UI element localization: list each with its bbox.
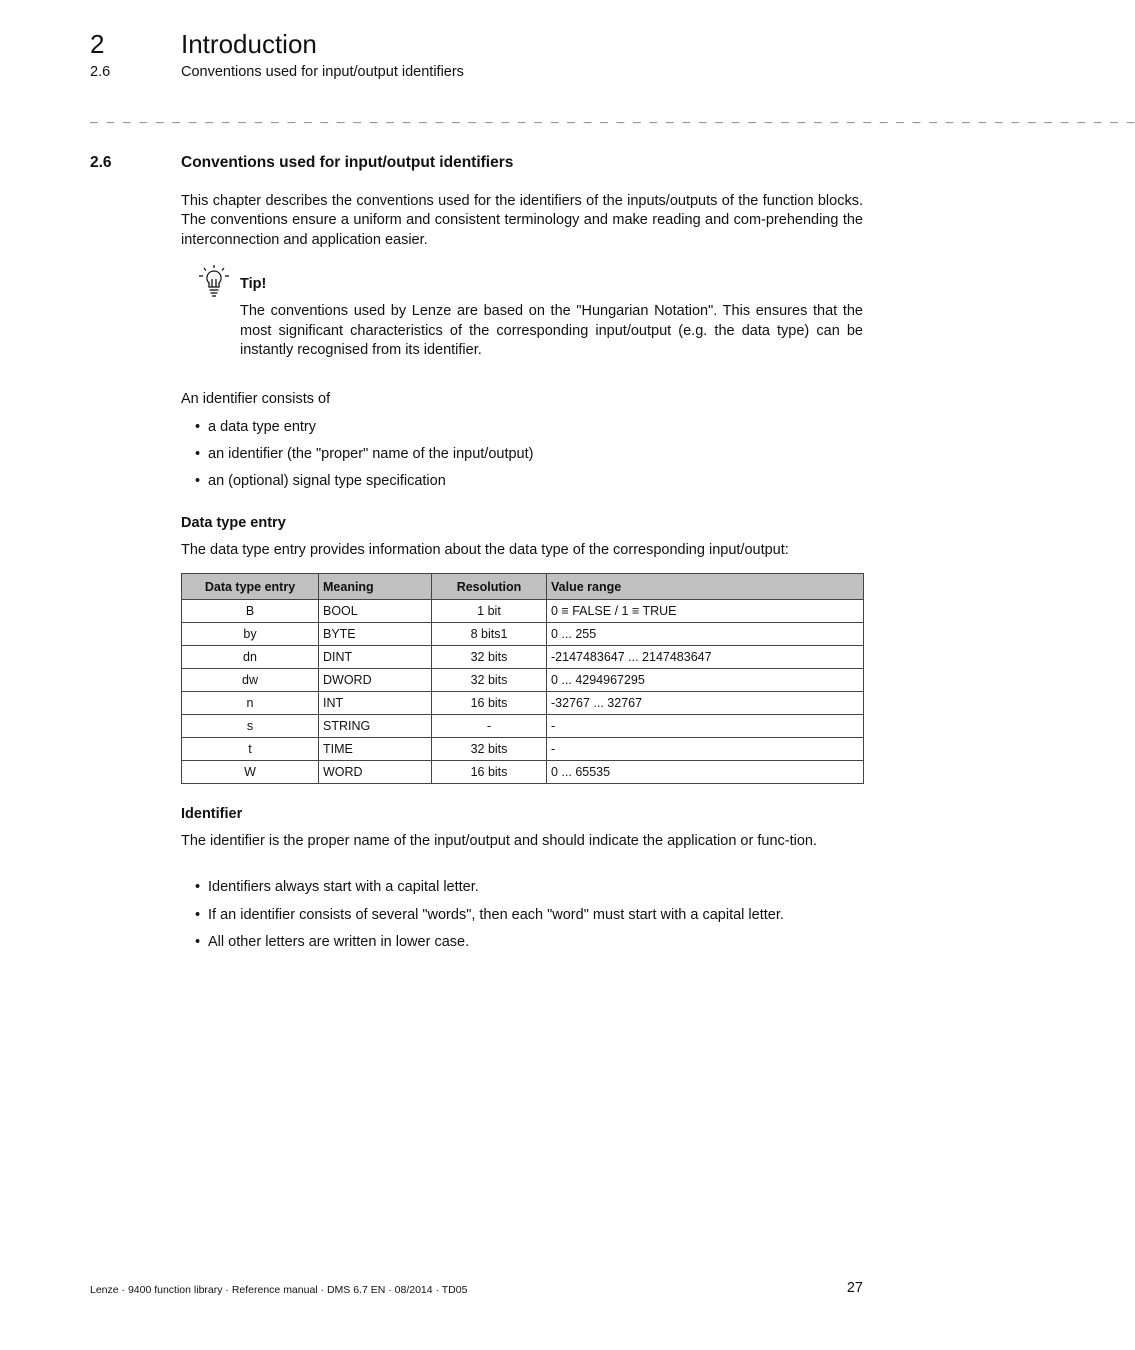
table-cell: dn xyxy=(182,646,319,669)
table-cell: 0 ... 255 xyxy=(547,623,864,646)
table-row xyxy=(182,761,864,784)
page-number: 27 xyxy=(846,1280,863,1296)
table-cell: TIME xyxy=(319,738,432,761)
section-title: Conventions used for input/output identifiers xyxy=(181,154,514,171)
table-cell: -32767 ... 32767 xyxy=(547,692,864,715)
table-cell: - xyxy=(432,715,547,738)
table-row xyxy=(182,715,864,738)
chapter-number: 2 xyxy=(90,29,105,59)
table-cell: 0 ... 4294967295 xyxy=(547,669,864,692)
list-item: Identifiers always start with a capital letter. xyxy=(208,879,479,895)
table-cell: s xyxy=(182,715,319,738)
table-cell: BYTE xyxy=(319,623,432,646)
data-type-table xyxy=(181,573,864,784)
table-cell: t xyxy=(182,738,319,761)
column-header: Value range xyxy=(547,574,864,600)
header-section-title: Conventions used for input/output identifiers xyxy=(181,64,464,80)
identifier-lead: An identifier consists of xyxy=(181,391,331,407)
bullet-icon: • xyxy=(195,446,201,462)
table-cell: 16 bits xyxy=(432,761,547,784)
table-row xyxy=(182,646,864,669)
table-cell: n xyxy=(182,692,319,715)
chapter-title: Introduction xyxy=(181,29,317,59)
list-item: All other letters are written in lower case. xyxy=(208,934,470,950)
bullet-icon: • xyxy=(195,879,201,895)
list-item: an identifier (the "proper" name of the input/output) xyxy=(208,446,534,462)
identifier-heading: Identifier xyxy=(181,806,243,822)
table-cell: 16 bits xyxy=(432,692,547,715)
list-item: a data type entry xyxy=(208,419,317,435)
table-row xyxy=(182,623,864,646)
table-cell: DINT xyxy=(319,646,432,669)
header-divider: _ _ _ _ _ _ _ _ _ _ _ _ _ _ _ _ _ _ _ _ _ _ _ _ _ _ _ _ _ _ _ _ _ _ _ _ _ _ _ _ _ _ _ _ _ _ _ _ _ _ _ _ _ _ _ _ _ _ _ _ _ _ _ _ xyxy=(90,109,1135,124)
table-cell: - xyxy=(547,715,864,738)
section-intro: This chapter describes the conventions used for the identifiers of the inputs/outputs of the function blocks. The conventions ensure a uniform and consistent terminology and make reading and com-prehending the interconnection and application easier. xyxy=(181,193,863,248)
table-cell: - xyxy=(547,738,864,761)
table-cell: 32 bits xyxy=(432,669,547,692)
table-cell: DWORD xyxy=(319,669,432,692)
table-cell: STRING xyxy=(319,715,432,738)
footer-text: Lenze · 9400 function library · Reference manual · DMS 6.7 EN · 08/2014 · TD05 xyxy=(90,1284,468,1296)
table-cell: BOOL xyxy=(319,600,432,623)
column-header: Resolution xyxy=(432,574,547,600)
table-cell: 32 bits xyxy=(432,738,547,761)
table-row xyxy=(182,692,864,715)
bullet-icon: • xyxy=(195,419,201,435)
table-cell: 32 bits xyxy=(432,646,547,669)
table-row xyxy=(182,600,864,623)
table-cell: WORD xyxy=(319,761,432,784)
table-cell: 0 ... 65535 xyxy=(547,761,864,784)
data-type-heading: Data type entry xyxy=(181,515,286,531)
table-cell: 1 bit xyxy=(432,600,547,623)
section-number: 2.6 xyxy=(90,154,112,171)
column-header: Meaning xyxy=(319,574,432,600)
header-section-number: 2.6 xyxy=(90,64,111,80)
list-item: an (optional) signal type specification xyxy=(208,473,446,489)
table-row xyxy=(182,738,864,761)
table-cell: -2147483647 ... 2147483647 xyxy=(547,646,864,669)
tip-text: The conventions used by Lenze are based on the "Hungarian Notation". This ensures that the most significant characteristics of the corresponding input/output (e.g. the data type) can be instantly recognised from its identifier. xyxy=(240,303,863,358)
table-row xyxy=(182,669,864,692)
tip-label: Tip! xyxy=(240,276,267,292)
table-cell: W xyxy=(182,761,319,784)
list-item: If an identifier consists of several "words", then each "word" must start with a capital letter. xyxy=(208,907,784,923)
table-cell: 8 bits1 xyxy=(432,623,547,646)
lightbulb-icon xyxy=(196,264,232,300)
table-cell: by xyxy=(182,623,319,646)
bullet-icon: • xyxy=(195,907,201,923)
bullet-icon: • xyxy=(195,934,201,950)
table-cell: INT xyxy=(319,692,432,715)
column-header: Data type entry xyxy=(182,574,319,600)
bullet-icon: • xyxy=(195,473,201,489)
table-cell: 0 ≡ FALSE / 1 ≡ TRUE xyxy=(547,600,864,623)
identifier-text: The identifier is the proper name of the input/output and should indicate the application or func-tion. xyxy=(181,833,817,849)
data-type-text: The data type entry provides information about the data type of the corresponding input/output: xyxy=(181,542,789,558)
table-cell: dw xyxy=(182,669,319,692)
table-cell: B xyxy=(182,600,319,623)
table-header-row xyxy=(182,574,864,600)
